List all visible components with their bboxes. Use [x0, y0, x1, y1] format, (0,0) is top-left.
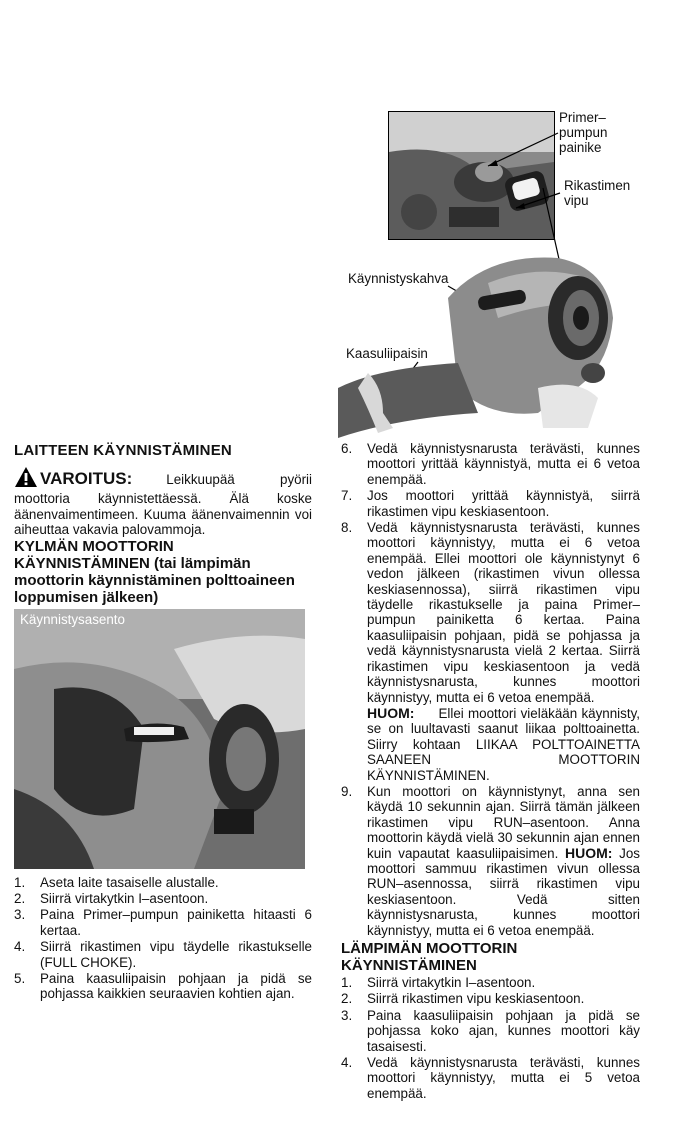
list-item: 6. Vedä käynnistysnarusta terävästi, kunnes moottori yrittää käynnistyä, mutta ei 6 vetoa enempää.	[341, 441, 640, 487]
list-item: 7. Jos moottori yrittää käynnistyä, siirrä rikastimen vipu keskiasentoon.	[341, 488, 640, 519]
cold-start-steps-continued	[341, 441, 640, 938]
left-column	[14, 442, 312, 1003]
warning-triangle-icon	[14, 466, 38, 491]
starter-handle-label: Käynnistyskahva	[348, 271, 449, 286]
note-label: HUOM:	[367, 704, 415, 721]
cold-start-steps	[14, 875, 312, 1002]
cold-start-heading: KYLMÄN MOOTTORIN KÄYNNISTÄMINEN (tai lämpimän moottorin käynnistäminen polttoaineen loppumisen jälkeen)	[14, 537, 295, 606]
list-item: 2. Siirrä virtakytkin I–asentoon.	[14, 891, 209, 907]
list-item: 4. Vedä käynnistysnarusta terävästi, kunnes moottori käynnistyy, mutta ei 5 vetoa enempää.	[341, 1055, 640, 1101]
warning-title: VAROITUS:	[40, 469, 133, 488]
photo-caption: Käynnistysasento	[20, 611, 125, 627]
warning-block	[14, 466, 312, 538]
warm-start-heading: LÄMPIMÄN MOOTTORIN KÄYNNISTÄMINEN	[341, 940, 518, 974]
list-item: 5. Paina kaasuliipaisin pohjaan ja pidä se pohjassa kaikkien seuraavien kohtien ajan.	[14, 971, 312, 1002]
list-item: 1. Siirrä virtakytkin I–asentoon.	[341, 975, 536, 990]
primer-label: Primer– pumpun painike	[559, 110, 608, 155]
right-column	[341, 441, 640, 1102]
list-item: 3. Paina Primer–pumpun painiketta hitaasti 6 kertaa.	[14, 907, 312, 938]
note-text: Ellei moottori vieläkään käynnisty, se on luultavasti saanut liikaa polttoainetta. Siirry kohtaan LIIKAA POLTTOAINETTA SAANEEN MOOTTORIN KÄYNNISTÄMINEN.	[367, 705, 640, 783]
section-heading: LAITTEEN KÄYNNISTÄMINEN	[14, 442, 232, 459]
note-block	[367, 706, 640, 783]
note-label: HUOM:	[565, 844, 613, 861]
list-item: 1. Aseta laite tasaiselle alustalle.	[14, 874, 219, 890]
list-item: 2. Siirrä rikastimen vipu keskiasentoon.	[341, 991, 585, 1007]
warning-text: Leikkuupää pyörii moottoria käynnistettäessä. Älä koske äänenvaimentimeen. Kuuma äänenvaimennin voi aiheuttaa vakavia palovammoja.	[14, 472, 312, 538]
list-item: 8. Vedä käynnistysnarusta terävästi, kunnes moottori käynnistyy, mutta ei 6 vetoa enempää. Ellei moottori ole käynnistynyt 6 vedon jälkeen (rikastimen vivun ollessa keskiasennossa), siirrä rikastimen vipu täydelle rikastukselle ja paina Primer–pumpun painiketta 6 kertaa. Paina kaasuliipaisin pohjaan, pidä se pohjassa ja vedä käynnistysnarusta vielä 2 kertaa. Siirrä rikastimen vipu keskiasentoon ja vedä käynnistysnarusta, kunnes moottori käynnistyy, mutta ei 6 vetoa enempää. HUOM: Ellei moottori vieläkään käynnisty, se on luultavasti saanut liikaa polttoainetta. Siirry kohtaan LIIKAA POLTTOAINETTA SAANEEN MOOTTORIN KÄYNNISTÄMINEN.	[341, 520, 640, 783]
trimmer-engine-photo	[338, 238, 668, 438]
list-item: 9. Kun moottori on käynnistynyt, anna sen käydä 10 sekunnin ajan. Siirrä tämän jälkeen rikastimen vipu RUN–asentoon. Anna moottorin käydä vielä 30 sekunnin ajan ennen kuin vapautat kaasuliipaisimen. HUOM: Jos moottori sammuu rikastimen vivun ollessa RUN–asennossa, siirrä rikastimen vipu keskiasentoon. Vedä sitten käynnistysnarusta, kunnes moottori käynnistyy, mutta ei 6 vetoa enempää.	[341, 783, 640, 938]
starting-position-photo	[14, 609, 305, 869]
throttle-label: Kaasuliipaisin	[346, 346, 428, 361]
warm-start-steps	[341, 975, 640, 1101]
engine-figure	[338, 108, 668, 438]
list-item: 4. Siirrä rikastimen vipu täydelle rikastukselle (FULL CHOKE).	[14, 939, 312, 970]
choke-label: Rikastimen vipu	[564, 178, 631, 208]
list-item: 3. Paina kaasuliipaisin pohjaan ja pidä se pohjassa koko ajan, kunnes moottori käy tasaisesti.	[341, 1007, 640, 1054]
